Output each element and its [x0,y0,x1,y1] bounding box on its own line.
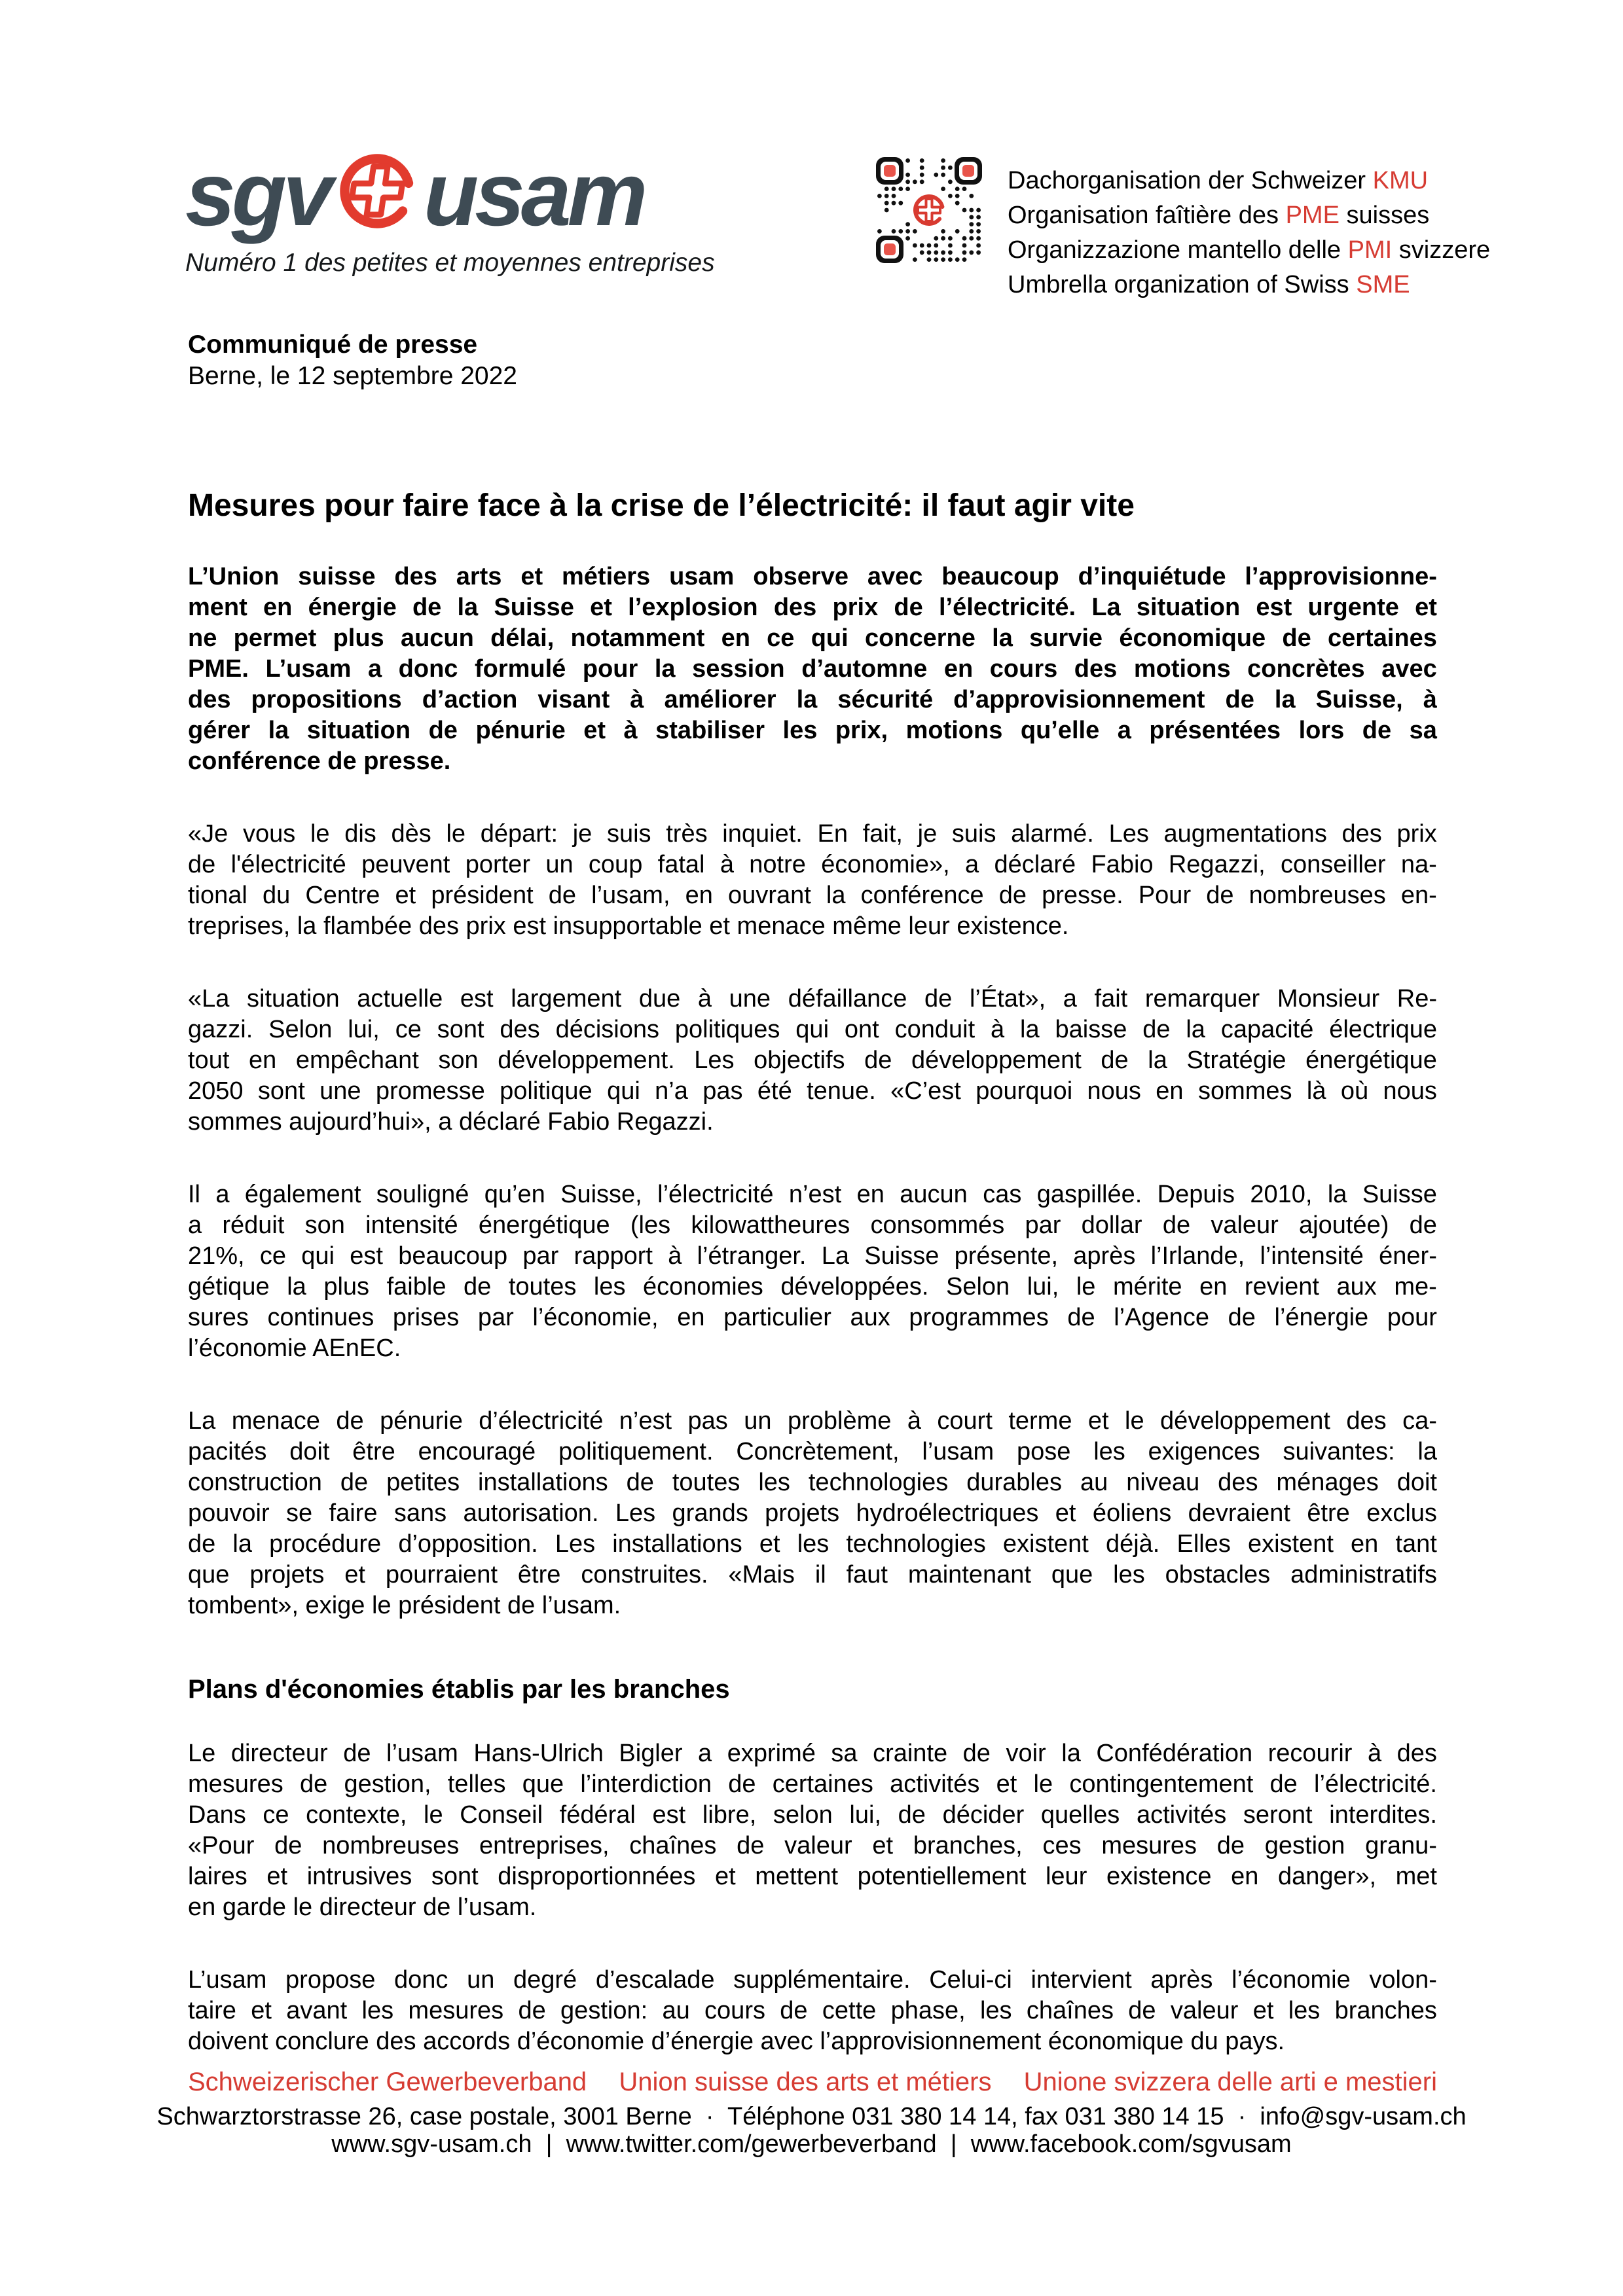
accent-sme: SME [1356,271,1410,298]
qr-center-logo [909,190,949,230]
qr-finder-bottom-left [876,236,903,263]
accent-pmi: PMI [1347,236,1393,264]
org-line-fr: Organisation faîtière des PME suisses [1008,202,1430,229]
footer-org-it: Unione svizzera delle arti e mestieri [1023,2068,1437,2096]
footer-org-fr: Union suisse des arts et métiers [619,2068,992,2096]
paragraph: L’usam propose donc un degré d’escalade supplémentaire. Celui-ci intervient après l’économie volon- taire et avant les mesures de gestion: au cours de cette phase, les chaînes de valeur et les branches doivent conclure des accords d’économie d’énergie avec l’approvisionnement économique du pays. [188,1966,1437,2055]
document-body [188,329,1437,2057]
logo-block [185,144,715,278]
paragraph: La menace de pénurie d’électricité n’est pas un problème à court terme et le développement des ca- pacités doit être encouragé politiquement. Concrètement, l’usam pose les exigences suivantes: la construction de petites installations de toutes les technologies durables au niveau des ménages doit pouvoir se faire sans autorisation. Les grands projets hydroélectriques et éoliens devraient être exclus de la procédure d’opposition. Les installations et les technologies existent déjà. Elles existent en tant que projets et pourraient être construites. «Mais il faut maintenant que les obstacles administratifs tombent», exige le président de l’usam. [188,1407,1437,1619]
qr-finder-top-right [955,157,982,185]
accent-kmu: KMU [1372,167,1429,194]
footer-organization-names [188,2067,1437,2097]
footer-org-de: Schweizerischer Gewerbeverband [188,2068,587,2096]
logo-text-usam: usam [423,144,644,245]
org-line-en: Umbrella organization of Swiss SME [1008,271,1410,298]
paragraph: Le directeur de l’usam Hans-Ulrich Bigler a exprimé sa crainte de voir la Confédération recourir à des mesures de gestion, telles que l’interdiction de certaines activités et le contingentement de l’électricité. Dans ce contexte, le Conseil fédéral est libre, selon lui, de décider quelles activités seront interdites. «Pour de nombreuses entreprises, chaînes de valeur et branches, ces mesures de gestion granu- laires et intrusives sont disproportionnées et mettent potentiellement leur existence en danger», met en garde le directeur de l’usam. [188,1740,1437,1921]
qr-code-image [876,157,982,263]
org-line-de: Dachorganisation der Schweizer KMU [1008,167,1429,194]
sgv-usam-logo [185,144,715,245]
paragraph: «Je vous le dis dès le départ: je suis très inquiet. En fait, je suis alarmé. Les augmentations des prix de l'électricité peuvent porter un coup fatal à notre économie», a déclaré Fabio Regazzi, conseiller na- tional du Centre et président de l’usam, en ouvrant la conférence de presse. Pour de nombreuses en- treprises, la flambée des prix est insupportable et menace même leur existence. [188,820,1437,940]
footer-address: Schwarztorstrasse 26, case postale, 3001 Berne · Téléphone 031 380 14 14, fax 031 380 14 15 · info@sgv-usam.ch [156,2103,1467,2130]
paragraph: «La situation actuelle est largement due à une défaillance de l’État», a fait remarquer Monsieur Re- gazzi. Selon lui, ce sont des décisions politiques qui ont conduit à la baisse de la capacité électrique tout en empêchant son développement. Les objectifs de développement de la Stratégie énergétique 2050 sont une promesse politique qui n’a pas été tenue. «C’est pourquoi nous en sommes là où nous sommes aujourd’hui», a déclaré Fabio Regazzi. [188,985,1437,1136]
page-title: Mesures pour faire face à la crise de l’électricité: il faut agir vite [188,488,1135,523]
section-heading: Plans d'économies établis par les branches [188,1675,730,1704]
dateline: Berne, le 12 septembre 2022 [188,362,518,390]
accent-pme: PME [1285,202,1340,229]
logo-text-sgv: sgv [185,144,329,245]
footer-links: www.sgv-usam.ch | www.twitter.com/gewerbeverband | www.facebook.com/sgvusam [331,2130,1292,2158]
swiss-cross-ring-icon [336,150,418,232]
paragraph: Il a également souligné qu’en Suisse, l’électricité n’est en aucun cas gaspillée. Depuis 2010, la Suisse a réduit son intensité énergétique (les kilowattheures consommés par dollar de valeur ajoutée) de 21%, ce qui est beaucoup par rapport à l’étranger. La Suisse présente, après l’Irlande, l’intensité éner- gétique la plus faible de toutes les économies développées. Selon lui, le mérite en revient aux me- sures continues prises par l’économie, en particulier aux programmes de l’Agence de l’énergie pour l’économie AEnEC. [188,1181,1437,1362]
lead-paragraph: L’Union suisse des arts et métiers usam observe avec beaucoup d’inquiétude l’approvisionne- ment en énergie de la Suisse et l’explosion des prix de l’électricité. La situation est urgente et ne permet plus aucun délai, notamment en ce qui concerne la survie économique de certaines PME. L’usam a donc formulé pour la session d’automne en cours des motions concrètes avec des propositions d’action visant à améliorer la sécurité d’approvisionnement de la Suisse, à gérer la situation de pénurie et à stabiliser les prix, motions qu’elle a présentées lors de sa conférence de presse. [188,563,1437,775]
document-type: Communiqué de presse [188,331,478,359]
qr-finder-top-left [876,157,903,185]
org-description-lines [1008,164,1490,302]
org-line-it: Organizzazione mantello delle PMI svizzere [1008,236,1491,264]
logo-tagline: Numéro 1 des petites et moyennes entreprises [185,249,715,277]
